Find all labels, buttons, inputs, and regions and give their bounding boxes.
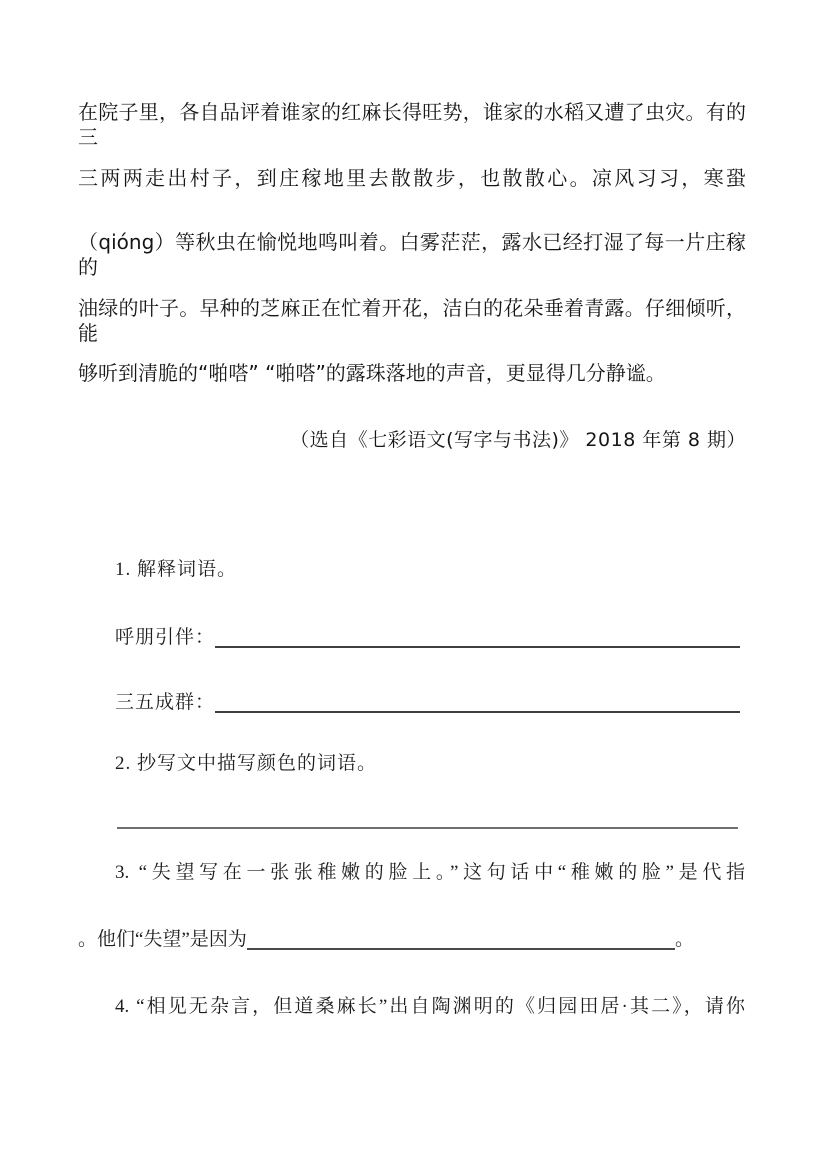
question-4-label: 4. “相见无杂言，但道桑麻长”出自陶渊明的《归园田居·其二》，请你 [115, 996, 745, 1017]
answer-blank-line[interactable] [215, 626, 740, 648]
passage-line-4: 油绿的叶子。早种的芝麻正在忙着开花，洁白的花朵垂着青露。仔细倾听，能 [78, 296, 746, 345]
passage-attribution: （选自《七彩语文(写字与书法)》 2018 年第 8 期） [290, 429, 746, 451]
term-label: 呼朋引伴： [115, 627, 216, 648]
question-1-label: 1. 解释词语。 [115, 559, 238, 580]
question-3-period: 。 [674, 929, 694, 950]
question-1-term-row [115, 691, 740, 714]
answer-blank-line[interactable] [117, 827, 738, 829]
passage-line-1: 在院子里，各自品评着谁家的红麻长得旺势，谁家的水稻又遭了虫灾。有的三 [78, 100, 746, 149]
passage-line-3: （qióng）等秋虫在愉悦地鸣叫着。白雾茫茫，露水已经打湿了每一片庄稼的 [78, 230, 746, 279]
question-2-label: 2. 抄写文中描写颜色的词语。 [115, 753, 378, 774]
question-3-line-1: 3. “失望写在一张张稚嫩的脸上。”这句话中“稚嫩的脸”是代指 [115, 862, 745, 883]
question-3-line-2 [78, 928, 694, 951]
passage-line-2: 三两两走出村子，到庄稼地里去散散步，也散散心。凉风习习，寒蛩 [78, 166, 746, 190]
question-3-continuation: 。他们“失望”是因为 [78, 929, 247, 950]
answer-blank-line[interactable] [215, 691, 740, 713]
answer-blank-line[interactable] [247, 928, 675, 950]
question-1-term-row [115, 626, 740, 649]
term-label: 三五成群： [115, 692, 216, 713]
passage-line-5: 够听到清脆的“啪嗒” “啪嗒”的露珠落地的声音，更显得几分静谧。 [78, 361, 666, 385]
